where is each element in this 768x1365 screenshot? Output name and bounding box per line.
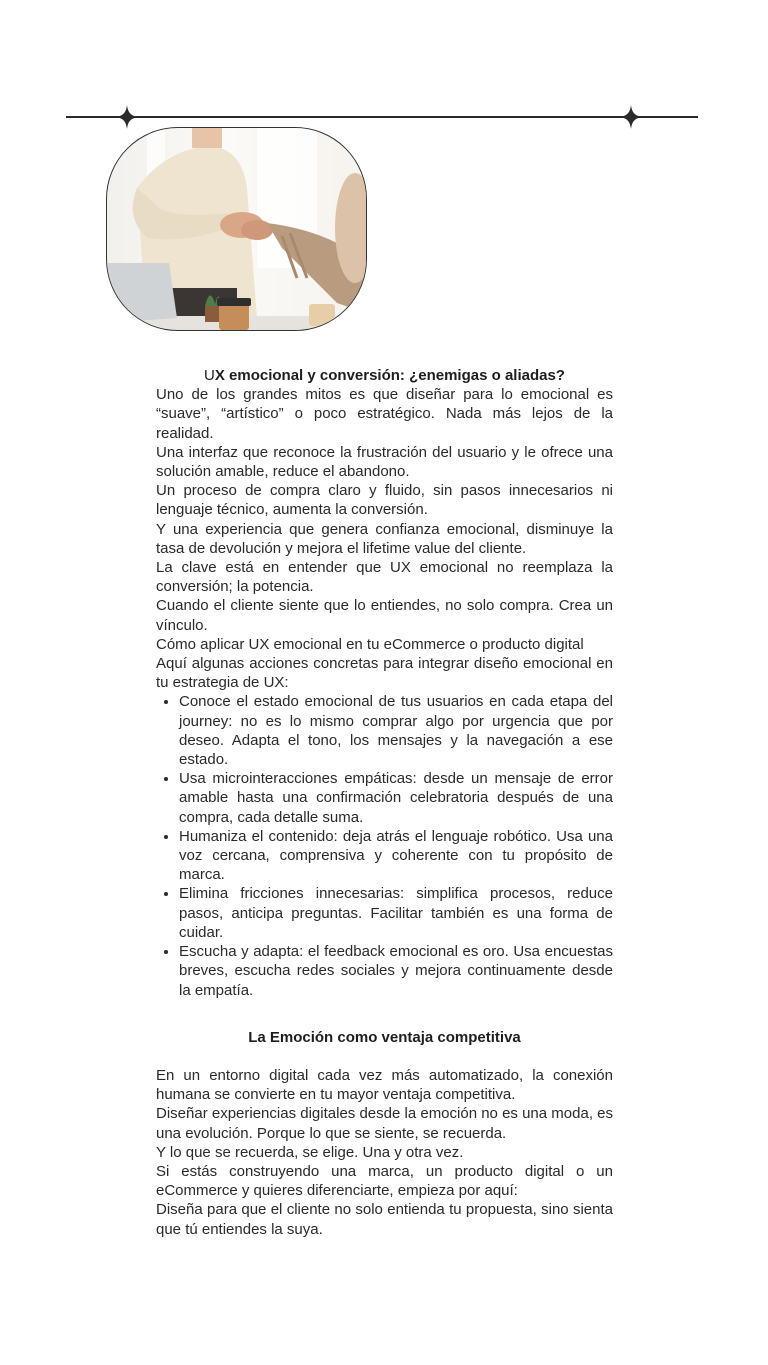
section-title-ux-emocional: UX emocional y conversión: ¿enemigas o aliadas? xyxy=(204,367,565,384)
section-title-emocion-ventaja: La Emoción como ventaja competitiva xyxy=(248,1028,521,1046)
paragraph: Cuando el cliente siente que lo entiendes, no solo compra. Crea un vínculo. xyxy=(156,597,613,634)
article-body xyxy=(156,366,613,1239)
list-item: • Humaniza el contenido: deja atrás el lenguaje robótico. Usa una voz cercana, comprensiva y coherente con tu propósito de marca. xyxy=(179,827,613,885)
paragraph: Aquí algunas acciones concretas para integrar diseño emocional en tu estrategia de UX: xyxy=(156,655,613,692)
paragraph: Y una experiencia que genera confianza emocional, disminuye la tasa de devolución y mejora el lifetime value del cliente. xyxy=(156,520,613,557)
paragraph: Un proceso de compra claro y fluido, sin pasos innecesarios ni lenguaje técnico, aumenta la conversión. xyxy=(156,482,613,519)
list-item: • Elimina fricciones innecesarias: simplifica procesos, reduce pasos, anticipa preguntas. Facilitar también es una forma de cuidar. xyxy=(179,884,613,942)
paragraph: Cómo aplicar UX emocional en tu eCommerce o producto digital xyxy=(156,635,584,653)
four-point-star-icon xyxy=(115,105,139,129)
handshake-photo xyxy=(106,127,367,331)
paragraph: En un entorno digital cada vez más automatizado, la conexión humana se convierte en tu mayor ventaja competitiva. xyxy=(156,1066,613,1104)
paragraph: Uno de los grandes mitos es que diseñar para lo emocional es “suave”, “artístico” o poco estratégico. Nada más lejos de la realidad. xyxy=(156,386,613,442)
list-item: • Conoce el estado emocional de tus usuarios en cada etapa del journey: no es lo mismo comprar algo por urgencia que por deseo. Adapta el tono, los mensajes y la navegación a ese estado. xyxy=(179,692,613,769)
paragraph: Diseña para que el cliente no solo entienda tu propuesta, sino sienta que tú entiendes la suya. xyxy=(156,1201,613,1238)
four-point-star-icon xyxy=(619,105,643,129)
divider-line xyxy=(66,116,698,118)
paragraph: Una interfaz que reconoce la frustración del usuario y le ofrece una solución amable, reduce el abandono. xyxy=(156,443,613,481)
action-list xyxy=(156,692,613,999)
paragraph: Si estás construyendo una marca, un producto digital o un eCommerce y quieres diferenciarte, empieza por aquí: xyxy=(156,1162,613,1200)
paragraph: Y lo que se recuerda, se elige. Una y otra vez. xyxy=(156,1143,464,1161)
paragraph: Diseñar experiencias digitales desde la emoción no es una moda, es una evolución. Porque lo que se siente, se recuerda. xyxy=(156,1105,613,1142)
list-item: • Usa microinteracciones empáticas: desde un mensaje de error amable hasta una confirmación celebratoria después de una compra, cada detalle suma. xyxy=(179,769,613,827)
list-item: • Escucha y adapta: el feedback emocional es oro. Usa encuestas breves, escucha redes sociales y mejora continuamente desde la empatía. xyxy=(179,942,613,1000)
paragraph: La clave está en entender que UX emocional no reemplaza la conversión; la potencia. xyxy=(156,559,613,596)
